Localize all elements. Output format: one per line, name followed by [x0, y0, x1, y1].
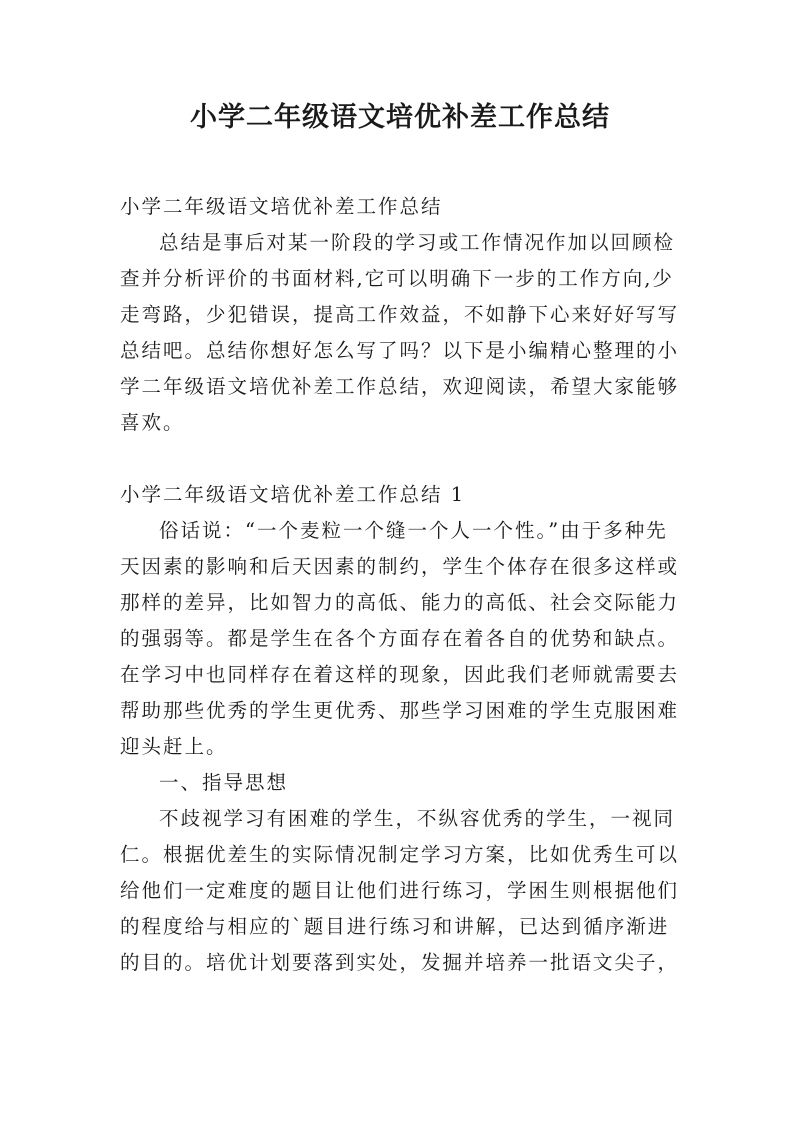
document-body — [120, 189, 688, 981]
subheading-guiding-thought: 一、指导思想 — [159, 771, 289, 794]
section-heading-1: 小学二年级语文培优补差工作总结 1 — [120, 483, 466, 506]
paragraph-spacer — [120, 441, 688, 477]
section1-paragraph-1: 俗话说：“一个麦粒一个缝一个人一个性。”由于多种先天因素的影响和后天因素的制约，学生个体存在很多这样或那样的差异，比如智力的高低、能力的高低、社会交际能力的强弱等。都是学生在各个方面存在着各自的优势和缺点。在学习中也同样存在着这样的现象，因此我们老师就需要去帮助那些优秀的学生更优秀、那些学习困难的学生克服困难迎头赶上。 — [120, 519, 680, 758]
section1-paragraph-2: 不歧视学习有困难的学生，不纵容优秀的学生，一视同仁。根据优差生的实际情况制定学习方案，比如优秀生可以给他们一定难度的题目让他们进行练习，学困生则根据他们的程度给与相应的`题目进行练习和讲解，已达到循序渐进的目的。培优计划要落到实处，发掘并培养一批语文尖子， — [120, 807, 680, 974]
document-title: 小学二年级语文培优补差工作总结 — [190, 102, 610, 133]
intro-paragraph: 总结是事后对某一阶段的学习或工作情况作加以回顾检查并分析评价的书面材料,它可以明确下一步的工作方向,少走弯路，少犯错误，提高工作效益，不如静下心来好好写写总结吧。总结你想好怎么写了吗？以下是小编精心整理的小学二年级语文培优补差工作总结，欢迎阅读，希望大家能够喜欢。 — [120, 231, 680, 434]
intro-heading: 小学二年级语文培优补差工作总结 — [120, 195, 443, 218]
